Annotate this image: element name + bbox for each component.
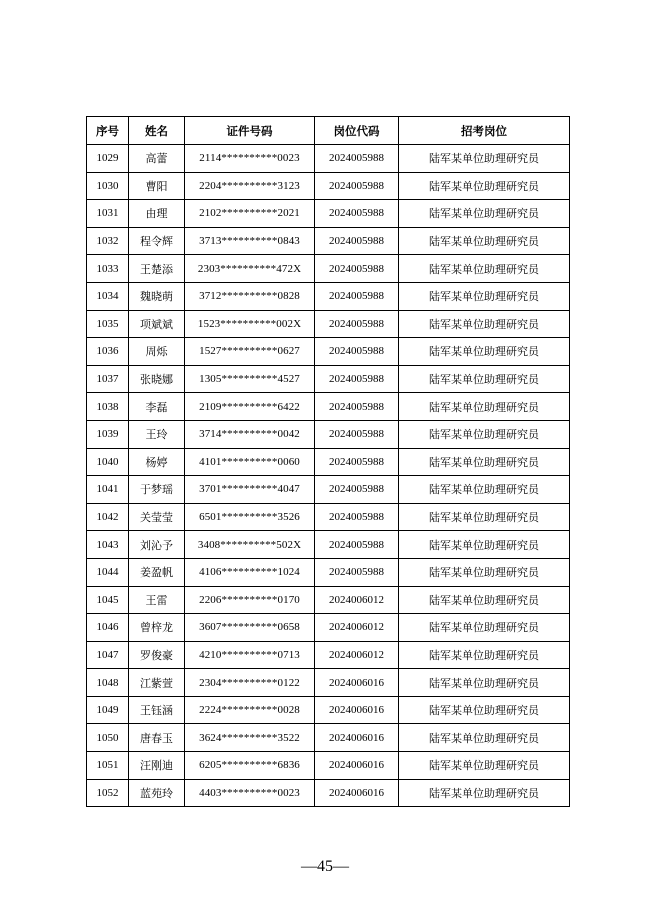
table-row <box>87 503 570 531</box>
table-row <box>87 531 570 559</box>
cell-position-code: 2024005988 <box>315 393 399 421</box>
cell-seq: 1040 <box>87 448 129 476</box>
cell-id-number: 2204**********3123 <box>185 172 315 200</box>
table-row <box>87 227 570 255</box>
cell-id-number: 3713**********0843 <box>185 227 315 255</box>
cell-position: 陆军某单位助理研究员 <box>399 448 570 476</box>
cell-position-code: 2024005988 <box>315 282 399 310</box>
cell-id-number: 3408**********502X <box>185 531 315 559</box>
cell-seq: 1047 <box>87 641 129 669</box>
cell-id-number: 2303**********472X <box>185 255 315 283</box>
table-row <box>87 393 570 421</box>
table-header-row <box>87 117 570 145</box>
cell-name: 曹阳 <box>129 172 185 200</box>
cell-name: 杨婷 <box>129 448 185 476</box>
cell-id-number: 3624**********3522 <box>185 724 315 752</box>
cell-seq: 1031 <box>87 200 129 228</box>
cell-seq: 1049 <box>87 696 129 724</box>
table-row <box>87 310 570 338</box>
cell-seq: 1032 <box>87 227 129 255</box>
cell-name: 曾梓龙 <box>129 614 185 642</box>
cell-id-number: 6205**********6836 <box>185 752 315 780</box>
cell-name: 王雷 <box>129 586 185 614</box>
cell-position-code: 2024005988 <box>315 338 399 366</box>
cell-seq: 1034 <box>87 282 129 310</box>
cell-position: 陆军某单位助理研究员 <box>399 255 570 283</box>
cell-id-number: 2206**********0170 <box>185 586 315 614</box>
cell-name: 项斌斌 <box>129 310 185 338</box>
cell-position: 陆军某单位助理研究员 <box>399 503 570 531</box>
cell-seq: 1039 <box>87 420 129 448</box>
cell-position: 陆军某单位助理研究员 <box>399 752 570 780</box>
cell-position: 陆军某单位助理研究员 <box>399 696 570 724</box>
cell-seq: 1035 <box>87 310 129 338</box>
table-row <box>87 558 570 586</box>
cell-position: 陆军某单位助理研究员 <box>399 779 570 807</box>
cell-seq: 1042 <box>87 503 129 531</box>
cell-id-number: 3712**********0828 <box>185 282 315 310</box>
cell-seq: 1043 <box>87 531 129 559</box>
header-seq: 序号 <box>87 117 129 145</box>
table-row <box>87 200 570 228</box>
cell-name: 江紫萱 <box>129 669 185 697</box>
cell-name: 王玲 <box>129 420 185 448</box>
cell-seq: 1036 <box>87 338 129 366</box>
cell-id-number: 3714**********0042 <box>185 420 315 448</box>
header-name: 姓名 <box>129 117 185 145</box>
cell-name: 于梦瑶 <box>129 476 185 504</box>
cell-id-number: 3607**********0658 <box>185 614 315 642</box>
cell-position-code: 2024006012 <box>315 641 399 669</box>
cell-position: 陆军某单位助理研究员 <box>399 476 570 504</box>
cell-position: 陆军某单位助理研究员 <box>399 393 570 421</box>
cell-name: 罗俊豪 <box>129 641 185 669</box>
cell-seq: 1044 <box>87 558 129 586</box>
cell-name: 汪刚迪 <box>129 752 185 780</box>
cell-seq: 1045 <box>87 586 129 614</box>
cell-position-code: 2024006016 <box>315 779 399 807</box>
cell-name: 关莹莹 <box>129 503 185 531</box>
cell-id-number: 2114**********0023 <box>185 145 315 173</box>
cell-position: 陆军某单位助理研究员 <box>399 200 570 228</box>
cell-seq: 1033 <box>87 255 129 283</box>
cell-position-code: 2024005988 <box>315 200 399 228</box>
cell-id-number: 2102**********2021 <box>185 200 315 228</box>
cell-position-code: 2024006016 <box>315 696 399 724</box>
cell-seq: 1029 <box>87 145 129 173</box>
cell-seq: 1052 <box>87 779 129 807</box>
table-row <box>87 696 570 724</box>
cell-position: 陆军某单位助理研究员 <box>399 172 570 200</box>
cell-name: 由理 <box>129 200 185 228</box>
header-id-number: 证件号码 <box>185 117 315 145</box>
page-number: —45— <box>301 858 349 875</box>
cell-name: 王楚添 <box>129 255 185 283</box>
table-row <box>87 779 570 807</box>
cell-position-code: 2024005988 <box>315 172 399 200</box>
cell-position-code: 2024005988 <box>315 448 399 476</box>
cell-name: 张晓娜 <box>129 365 185 393</box>
cell-seq: 1046 <box>87 614 129 642</box>
cell-seq: 1037 <box>87 365 129 393</box>
cell-position: 陆军某单位助理研究员 <box>399 586 570 614</box>
cell-id-number: 1527**********0627 <box>185 338 315 366</box>
cell-name: 姜盈帆 <box>129 558 185 586</box>
cell-id-number: 6501**********3526 <box>185 503 315 531</box>
table-row <box>87 338 570 366</box>
cell-name: 唐春玉 <box>129 724 185 752</box>
table-row <box>87 586 570 614</box>
cell-seq: 1030 <box>87 172 129 200</box>
cell-name: 李磊 <box>129 393 185 421</box>
table-row <box>87 724 570 752</box>
table-row <box>87 365 570 393</box>
cell-name: 刘沁予 <box>129 531 185 559</box>
cell-position: 陆军某单位助理研究员 <box>399 227 570 255</box>
cell-position: 陆军某单位助理研究员 <box>399 365 570 393</box>
cell-position-code: 2024006012 <box>315 586 399 614</box>
table-row <box>87 448 570 476</box>
cell-seq: 1050 <box>87 724 129 752</box>
cell-seq: 1041 <box>87 476 129 504</box>
cell-position: 陆军某单位助理研究员 <box>399 641 570 669</box>
cell-seq: 1038 <box>87 393 129 421</box>
table-row <box>87 172 570 200</box>
table-row <box>87 669 570 697</box>
cell-position-code: 2024005988 <box>315 503 399 531</box>
cell-position: 陆军某单位助理研究员 <box>399 145 570 173</box>
cell-position-code: 2024005988 <box>315 531 399 559</box>
cell-id-number: 2109**********6422 <box>185 393 315 421</box>
cell-position-code: 2024005988 <box>315 145 399 173</box>
cell-id-number: 4210**********0713 <box>185 641 315 669</box>
table-body <box>87 145 570 807</box>
cell-id-number: 3701**********4047 <box>185 476 315 504</box>
cell-position-code: 2024006016 <box>315 669 399 697</box>
cell-position: 陆军某单位助理研究员 <box>399 558 570 586</box>
cell-id-number: 1523**********002X <box>185 310 315 338</box>
cell-position-code: 2024005988 <box>315 558 399 586</box>
table-row <box>87 282 570 310</box>
cell-position-code: 2024005988 <box>315 476 399 504</box>
table-row <box>87 145 570 173</box>
cell-name: 程令辉 <box>129 227 185 255</box>
cell-id-number: 4106**********1024 <box>185 558 315 586</box>
cell-name: 魏晓萌 <box>129 282 185 310</box>
cell-position: 陆军某单位助理研究员 <box>399 531 570 559</box>
cell-id-number: 4101**********0060 <box>185 448 315 476</box>
cell-position-code: 2024006016 <box>315 752 399 780</box>
cell-seq: 1048 <box>87 669 129 697</box>
cell-position-code: 2024005988 <box>315 310 399 338</box>
cell-position: 陆军某单位助理研究员 <box>399 310 570 338</box>
table-row <box>87 476 570 504</box>
cell-position: 陆军某单位助理研究员 <box>399 420 570 448</box>
cell-position: 陆军某单位助理研究员 <box>399 338 570 366</box>
cell-name: 高蕾 <box>129 145 185 173</box>
table-row <box>87 255 570 283</box>
cell-position-code: 2024005988 <box>315 420 399 448</box>
cell-id-number: 4403**********0023 <box>185 779 315 807</box>
cell-id-number: 1305**********4527 <box>185 365 315 393</box>
candidate-table <box>86 116 570 807</box>
header-position-code: 岗位代码 <box>315 117 399 145</box>
table-row <box>87 752 570 780</box>
cell-position-code: 2024005988 <box>315 365 399 393</box>
table-row <box>87 641 570 669</box>
cell-position-code: 2024005988 <box>315 227 399 255</box>
cell-name: 蓝苑玲 <box>129 779 185 807</box>
table-row <box>87 420 570 448</box>
cell-position-code: 2024006016 <box>315 724 399 752</box>
cell-name: 周烁 <box>129 338 185 366</box>
cell-position: 陆军某单位助理研究员 <box>399 282 570 310</box>
cell-position: 陆军某单位助理研究员 <box>399 724 570 752</box>
cell-id-number: 2224**********0028 <box>185 696 315 724</box>
cell-position: 陆军某单位助理研究员 <box>399 614 570 642</box>
table-row <box>87 614 570 642</box>
cell-seq: 1051 <box>87 752 129 780</box>
header-position: 招考岗位 <box>399 117 570 145</box>
cell-name: 王钰涵 <box>129 696 185 724</box>
cell-position-code: 2024005988 <box>315 255 399 283</box>
cell-id-number: 2304**********0122 <box>185 669 315 697</box>
cell-position: 陆军某单位助理研究员 <box>399 669 570 697</box>
cell-position-code: 2024006012 <box>315 614 399 642</box>
